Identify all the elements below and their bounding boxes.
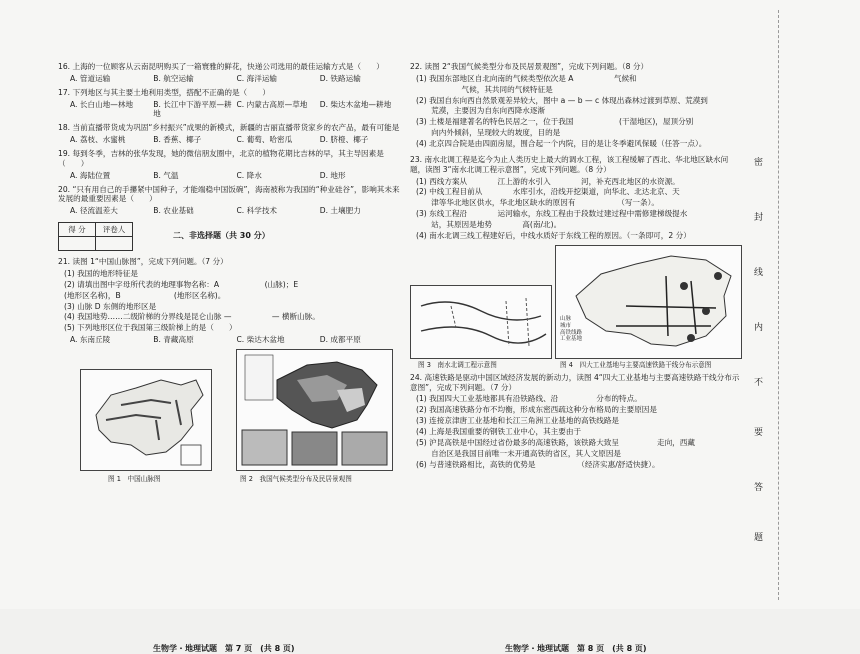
seal-char-3: 线	[754, 268, 764, 278]
q22-sub-4: 荒漠，主要因为自东向西降水逐渐	[416, 106, 546, 116]
option-item[interactable]: C. 科学技术	[236, 206, 278, 216]
q24-sub-5: (5) 沪昆高铁是中国经过省份最多的高速铁路，该铁路大致呈 走向，西藏	[416, 437, 695, 447]
choice-question	[58, 149, 403, 181]
q21-sub-1: (1) 我国的地形特征是	[64, 269, 138, 279]
south-north-water-map	[410, 285, 552, 359]
option-item[interactable]: D. 柴达木盆地—耕地	[319, 99, 392, 109]
mountain-map-svg	[81, 370, 211, 470]
q21-options	[70, 335, 403, 345]
china-mountain-map	[80, 369, 212, 471]
q22-sub-2: 气候，其共同的气候特征是	[416, 84, 553, 94]
q21-sub-4: (3) 山脉 D 东侧的地形区是	[64, 301, 157, 311]
question-options	[70, 171, 403, 181]
q22-sub-6: 向内外倾斜，呈现较大的坡度，目的是	[416, 128, 561, 138]
option-item[interactable]: B. 长江中下游平原—耕地	[153, 99, 232, 119]
seal-char-2: 封	[754, 213, 764, 223]
water-map-svg	[411, 286, 551, 358]
choice-question	[58, 88, 403, 120]
right-page	[410, 62, 740, 653]
q24-sub-6: 自治区是我国目前唯一未开通高铁的省区，其人文原因是	[416, 448, 622, 458]
q23-title: 23. 南水北调工程是迄今为止人类历史上最大的调水工程，该工程缓解了西北、华北地区缺水问题，读图 3“南水北调工程示意图”，完成下列问题。（8 分）	[410, 154, 729, 174]
option-item[interactable]: D. 脐橙、椰子	[319, 135, 369, 145]
option-item[interactable]: A. 荔枝、水蜜桃	[70, 135, 126, 145]
grader-cell[interactable]	[96, 237, 133, 251]
legend-city: 城市	[560, 322, 572, 329]
question-stem: 20. “只有用自己的手攥紧中国种子，才能端稳中国饭碗”，海南被称为我国的“种业硅谷”，影响其未来发展的最重要因素是（ ）	[58, 184, 400, 204]
q23-sub-1: (1) 西线方案从 江上游的水引入 河，补充西北地区的水资源。	[416, 176, 680, 186]
question-stem: 18. 当前直播带货成为巩固“乡村振兴”成果的新模式，新疆的吉丽直播带货家乡的农产品，最有可能是	[58, 123, 400, 133]
q21-sub-3: (地形区名称)，B (地形区名称)。	[64, 290, 226, 300]
q21-title: 21. 读图 1“中国山脉图”，完成下列问题。（7 分）	[58, 257, 228, 267]
legend-mountain: 山脉	[560, 315, 572, 322]
question-options	[70, 100, 403, 120]
q21-sub-6: (5) 下列地形区位于我国第三级阶梯上的是（ ）	[64, 323, 237, 333]
left-footer: 生物学・地理试题 第 7 页 (共 8 页)	[153, 644, 295, 653]
choice-question	[58, 185, 403, 217]
question-23	[410, 155, 740, 241]
option-item[interactable]: D. 铁路运输	[319, 73, 361, 83]
option-item[interactable]: B. 气温	[153, 170, 179, 180]
question-options	[70, 206, 403, 216]
choice-questions	[58, 62, 403, 216]
q24-sub-1: (1) 我国四大工业基地都具有沿铁路线、沿 分布的特点。	[416, 394, 642, 404]
score-label: 得 分	[59, 223, 96, 237]
question-21	[58, 257, 403, 345]
q22-sub-3: (2) 我国自东向西自然景观差异较大，图中 a — b — c 体现出森林过渡到草原、荒漠到	[416, 95, 708, 105]
q21-sub-2: (2) 请填出图中字母所代表的地理事物名称：A (山脉)；E	[64, 279, 299, 289]
seal-char-6: 要	[754, 428, 764, 438]
q24-sub-3: (3) 连接京津唐工业基地和长江三角洲工业基地的高铁线路是	[416, 416, 620, 426]
seal-char-4: 内	[754, 323, 764, 333]
question-stem: 19. 每到冬季，吉林的张华发现，她的微信朋友圈中，北京的植物花期比吉林的早，其主导因素是（ ）	[58, 149, 384, 168]
score-table	[58, 222, 133, 251]
question-stem: 17. 下列地区与其主要土地利用类型，搭配不正确的是（ ）	[58, 87, 270, 97]
option-item[interactable]: C. 降水	[236, 170, 262, 180]
question-options	[70, 74, 403, 84]
seal-strip	[748, 70, 768, 570]
option-item[interactable]: A. 径流温差大	[70, 206, 118, 216]
left-page	[58, 62, 403, 653]
option-item[interactable]: C. 海洋运输	[236, 73, 278, 83]
choice-question	[58, 62, 403, 84]
rail-map-svg	[556, 246, 741, 358]
q21-option-a[interactable]: A. 东南丘陵	[70, 335, 111, 345]
seal-char-1: 密	[754, 158, 764, 168]
q21-sub-5: (4) 我国地势……二级阶梯的分界线是昆仑山脉 — — 横断山脉。	[64, 312, 320, 322]
option-item[interactable]: B. 航空运输	[153, 73, 194, 83]
question-options	[70, 135, 403, 145]
option-item[interactable]: B. 香蕉、椰子	[153, 135, 202, 145]
legend-industry: 工业基地	[560, 336, 583, 343]
q21-option-b[interactable]: B. 青藏高原	[153, 335, 194, 345]
score-row	[58, 222, 403, 251]
q22-sub-1: (1) 我国东部地区自北向南的气候类型依次是 A 气候和	[416, 73, 637, 83]
seal-char-5: 不	[754, 378, 764, 388]
q22-sub-5: (3) 土楼是福建著名的特色民居之一，位于我国 (干湿地区)，屋顶分别	[416, 117, 694, 127]
legend-rail: 高铁线路	[560, 329, 583, 336]
grader-label: 评卷人	[96, 223, 133, 237]
q24-sub-2: (2) 我国高速铁路分布不均衡，形成东密西疏这种分布格局的主要原因是	[416, 405, 657, 415]
map-legend	[560, 316, 582, 344]
score-cell[interactable]	[59, 237, 96, 251]
q24-sub-4: (4) 上海是我国重要的钢铁工业中心，其主要由于	[416, 427, 582, 437]
fig3-caption: 图 3 南水北调工程示意图	[418, 360, 497, 369]
option-item[interactable]: B. 农业基础	[153, 206, 194, 216]
q21-option-d[interactable]: D. 成都平原	[319, 335, 361, 345]
industry-rail-map	[555, 245, 742, 359]
fig2-caption: 图 2 我国气候类型分布及民居景观图	[240, 475, 352, 484]
climate-map-svg	[237, 350, 392, 470]
q23-sub-4: (3) 东线工程沿 运河输水，东线工程由于段数过建过程中需修建梯级提水	[416, 209, 688, 219]
fig1-caption: 图 1 中国山脉图	[108, 475, 161, 484]
q21-option-c[interactable]: C. 柴达木盆地	[236, 335, 285, 345]
right-footer: 生物学・地理试题 第 8 页 (共 8 页)	[505, 644, 647, 653]
option-item[interactable]: A. 海陆位置	[70, 170, 111, 180]
right-figures	[410, 245, 740, 373]
option-item[interactable]: D. 地形	[319, 170, 346, 180]
q24-sub-7: (6) 与普速铁路相比，高铁的优势是 （经济实惠/舒适快捷）。	[416, 459, 660, 469]
seal-char-8: 题	[754, 533, 764, 543]
q23-sub-3: 津等华北地区供水，华北地区缺水的原因有 （写一条）。	[416, 198, 659, 208]
q23-sub-5: 站，其原因是地势 高(南/北)。	[416, 220, 562, 230]
option-item[interactable]: C. 葡萄、哈密瓜	[236, 135, 293, 145]
choice-question	[58, 123, 403, 145]
q22-sub-7: (4) 北京四合院是由四面房屋，围合起一个内院，目的是让冬季避风保暖（任答一点）。	[416, 139, 707, 149]
q22-title: 22. 读图 2“我国气候类型分布及民居景观图”，完成下列问题。（8 分）	[410, 62, 649, 71]
option-item[interactable]: C. 内蒙古高原—草地	[236, 99, 308, 109]
option-item[interactable]: A. 长白山地—林地	[70, 99, 134, 109]
fig4-caption: 图 4 四大工业基地与主要高速铁路干线分布示意图	[560, 360, 712, 369]
seal-char-7: 答	[754, 483, 764, 493]
question-22	[410, 62, 740, 149]
climate-map	[236, 349, 393, 471]
left-figures	[58, 349, 403, 499]
option-item[interactable]: A. 管道运输	[70, 73, 111, 83]
q23-sub-2: (2) 中线工程目前从 水库引水，沿线开挖渠道，向华北、北达北京、天	[416, 187, 680, 197]
seal-dashed-line	[778, 10, 779, 600]
option-item[interactable]: D. 土壤肥力	[319, 206, 361, 216]
question-24	[410, 373, 740, 470]
q23-sub-6: (4) 南水北调三线工程建好后，中线水质好于东线工程的原因。（一条即可，2 分）	[416, 230, 691, 240]
q24-title: 24. 高速铁路是驱动中国区域经济发展的新动力，读图 4“四大工业基地与主要高速铁路干线分布示意图”，完成下列问题。（7 分）	[410, 372, 740, 392]
section-title: 二、非选择题（共 30 分）	[173, 231, 270, 241]
question-stem: 16. 上海的一位顾客从云南昆明购买了一箱寰雅的鲜花，快递公司选用的最佳运输方式是（ ）	[58, 62, 384, 71]
